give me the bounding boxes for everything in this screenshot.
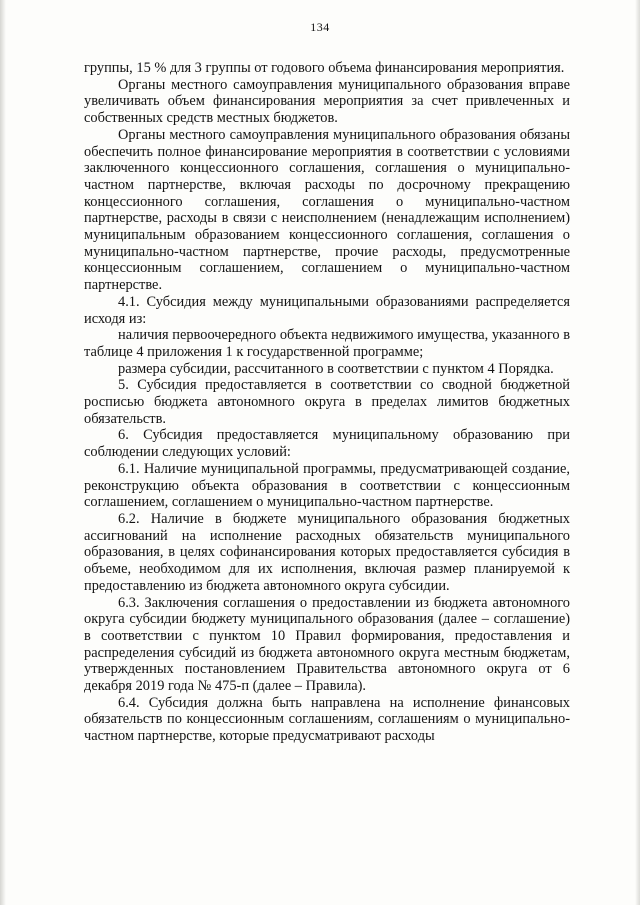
- paragraph-subsidy-size: размера субсидии, рассчитанного в соответствии с пунктом 4 Порядка.: [118, 360, 554, 377]
- paragraph-increase-funding: Органы местного самоуправления муниципального образования вправе увеличивать объем финансирования мероприятия за счет привлеченных и собственных средств местных бюджетов.: [84, 76, 570, 127]
- paragraph-6-4: 6.4. Субсидия должна быть направлена на исполнение финансовых обязательств по концессионным соглашениям, соглашениям о муниципально-частном партнерстве, которые предусматривают расходы: [84, 694, 570, 745]
- paragraph-priority-object: наличия первоочередного объекта недвижимого имущества, указанного в таблице 4 приложения 1 к государственной программе;: [84, 327, 570, 360]
- paragraph-group-percent: группы, 15 % для 3 группы от годового объема финансирования мероприятия.: [84, 60, 565, 76]
- paragraph-6-3: 6.3. Заключения соглашения о предоставлении из бюджета автономного округа субсидии бюджету муниципального образования (далее – соглашение) в соответствии с пунктом 10 Правил формирования, предоставления и распределения субсидий из бюджета автономного округа местным бюджетам, утвержденных постановлением Правительства автономного округа от 6 декабря 2019 года № 475-п (далее – Правила).: [84, 594, 570, 695]
- document-body: [84, 60, 570, 745]
- paragraph-4-1: 4.1. Субсидия между муниципальными образованиями распределяется исходя из:: [84, 293, 570, 327]
- paragraph-6: 6. Субсидия предоставляется муниципальному образованию при соблюдении следующих условий:: [84, 427, 570, 461]
- page-number: 134: [310, 20, 330, 34]
- scan-shadow-right: [635, 0, 640, 905]
- paragraph-6-1: 6.1. Наличие муниципальной программы, предусматривающей создание, реконструкцию объекта образования в соответствии с концессионным соглашением, соглашением о муниципально-частном партнерстве.: [84, 460, 570, 511]
- paragraph-5: 5. Субсидия предоставляется в соответствии со сводной бюджетной росписью бюджета автономного округа в пределах лимитов бюджетных обязательств.: [84, 377, 570, 427]
- scan-shadow-left: [0, 0, 6, 905]
- paragraph-6-2: 6.2. Наличие в бюджете муниципального образования бюджетных ассигнований на исполнение расходных обязательств муниципального образования, в целях софинансирования которых предоставляется субсидия в объеме, необходимом для их исполнения, включая размер планируемой к предоставлению из бюджета автономного округа субсидии.: [84, 510, 570, 594]
- paragraph-full-funding: Органы местного самоуправления муниципального образования обязаны обеспечить полное финансирование мероприятия в соответствии с условиями заключенного концессионного соглашения, соглашения о муниципально-частном партнерстве, включая расходы по досрочному прекращению концессионного соглашения, соглашения о муниципально-частном партнерстве, расходы в связи с неисполнением (ненадлежащим исполнением) муниципальным образованием концессионного соглашения, соглашения о муниципально-частном партнерстве, прочие расходы, предусмотренные концессионным соглашением, соглашением о муниципально-частном партнерстве.: [84, 126, 570, 294]
